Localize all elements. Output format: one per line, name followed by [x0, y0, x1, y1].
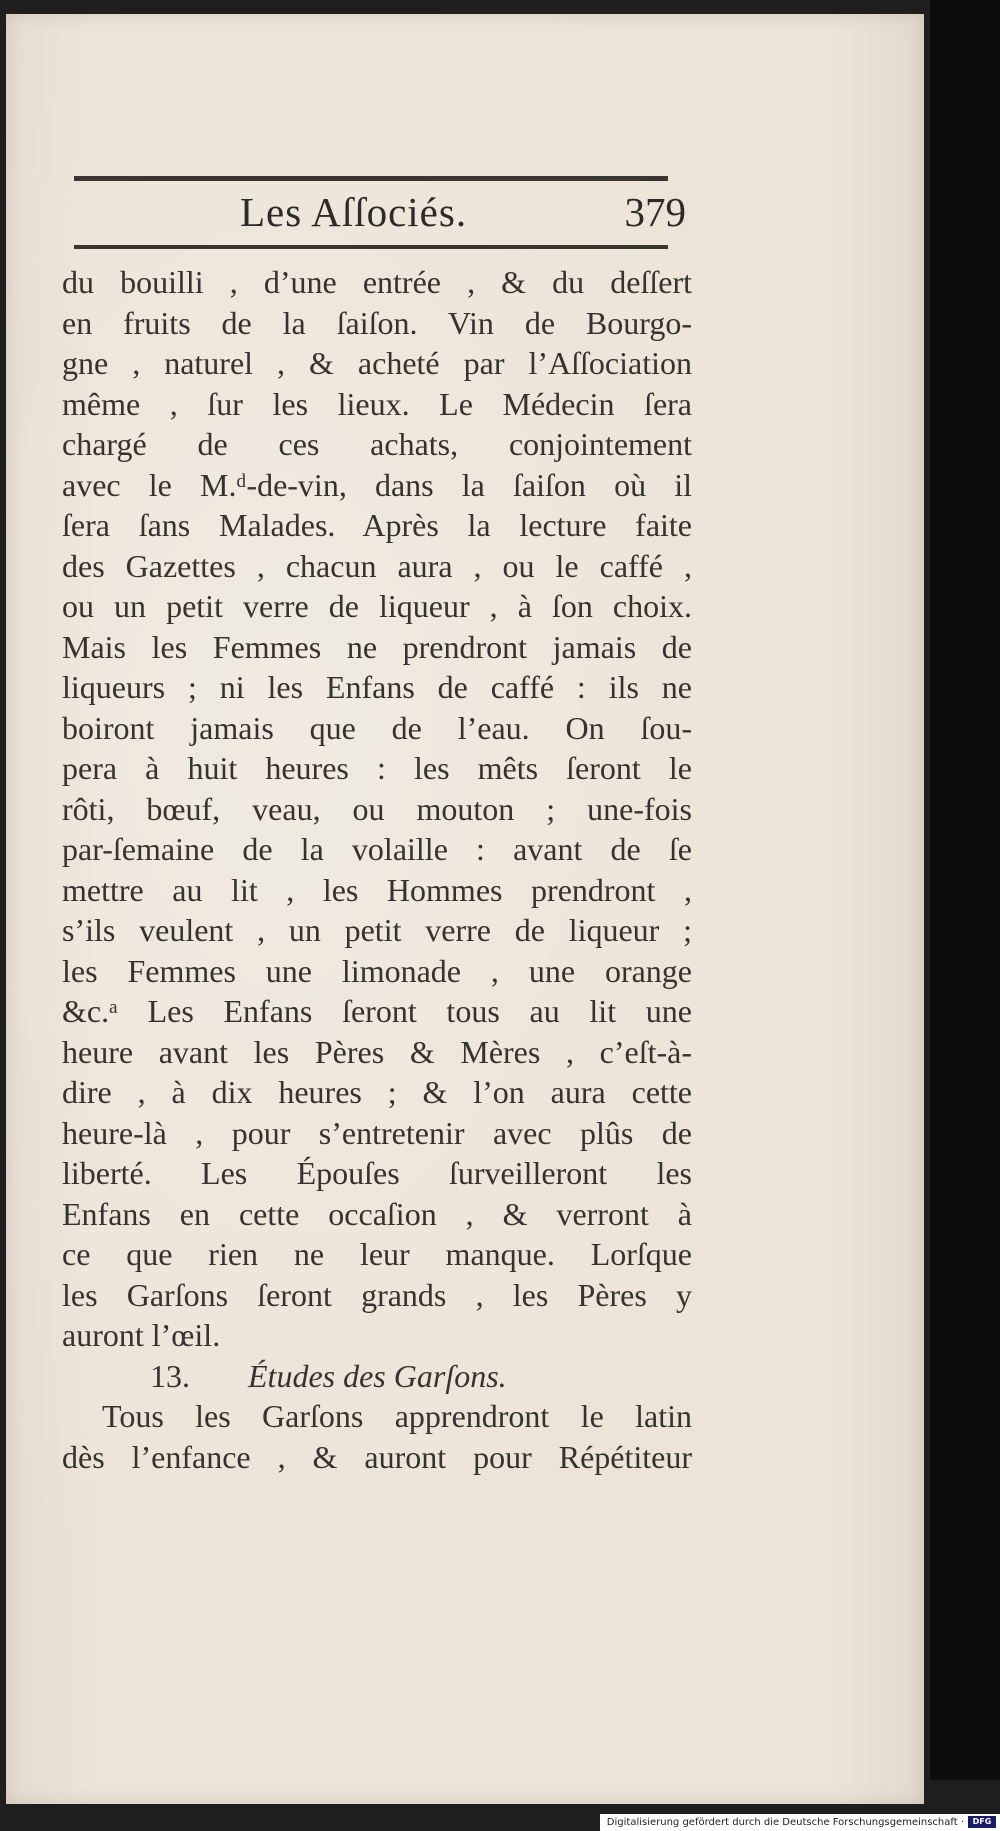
- funding-credit: Digitalisierung gefördert durch die Deutsche Forschungsgemeinschaft ·: [606, 1817, 964, 1828]
- page-number: 379: [624, 189, 686, 235]
- text-line: avec le M.ᵈ-de-vin, dans la ſaiſon où il: [62, 466, 692, 503]
- text-line: gne , naturel , & acheté par l’Aſſociation: [62, 345, 692, 381]
- text-line: chargé de ces achats, conjointement: [62, 426, 692, 462]
- text-line: par-ſemaine de la volaille : avant de ſe: [62, 831, 692, 867]
- text-line: les Femmes une limonade , une orange: [62, 952, 692, 989]
- text-line: pera à huit heures : les mêts ſeront le: [62, 750, 692, 786]
- text-line: du bouilli , d’une entrée , & du deſſert: [62, 264, 692, 300]
- text-line: en fruits de la ſaiſon. Vin de Bourgo-: [62, 304, 692, 341]
- dfg-logo: DFG: [968, 1816, 996, 1828]
- text-line: s’ils veulent , un petit verre de liqueur ;: [62, 912, 692, 948]
- text-line: des Gazettes , chacun aura , ou le caffé ,: [62, 547, 692, 584]
- text-line: Tous les Garſons apprendront le latin: [102, 1398, 692, 1434]
- text-line: ce que rien ne leur manque. Lorſque: [62, 1236, 692, 1272]
- text-line: boiront jamais que de l’eau. On ſou-: [62, 709, 692, 746]
- running-title: Les Aſſociés.: [240, 189, 468, 235]
- text-line: mettre au lit , les Hommes prendront ,: [62, 871, 692, 908]
- scan-edge-shadow: [930, 0, 1000, 1780]
- text-line: les Garſons ſeront grands , les Pères y: [62, 1276, 692, 1313]
- text-line: liberté. Les Épouſes ſurveilleront les: [62, 1155, 692, 1191]
- text-line: liqueurs ; ni les Enfans de caffé : ils ne: [62, 669, 692, 705]
- text-line: heure-là , pour s’entretenir avec plûs de: [62, 1114, 692, 1151]
- text-line: dès l’enfance , & auront pour Répétiteur: [62, 1438, 692, 1475]
- header-rule-top: [74, 176, 668, 181]
- text-line: auront l’œil.: [62, 1317, 221, 1353]
- text-line: Enfans en cette occaſion , & verront à: [62, 1195, 692, 1232]
- digitization-footer: [600, 1814, 1000, 1831]
- text-line: ſera ſans Malades. Après la lecture faite: [62, 507, 692, 543]
- body-text: [62, 262, 692, 1477]
- text-line: rôti, bœuf, veau, ou mouton ; une-fois: [62, 790, 692, 827]
- section-title: Études des Garſons.: [248, 1357, 507, 1394]
- text-line: même , ſur les lieux. Le Médecin ſera: [62, 385, 692, 422]
- text-line: &c.ᵃ Les Enfans ſeront tous au lit une: [62, 993, 692, 1029]
- section-heading: [62, 1356, 692, 1397]
- section-number: 13.: [150, 1357, 190, 1394]
- text-line: ou un petit verre de liqueur , à ſon choix.: [62, 588, 692, 624]
- text-line: heure avant les Pères & Mères , c’eſt-à-: [62, 1033, 692, 1070]
- text-line: dire , à dix heures ; & l’on aura cette: [62, 1074, 692, 1110]
- text-line: Mais les Femmes ne prendront jamais de: [62, 628, 692, 665]
- header-rule-bottom: [74, 245, 668, 249]
